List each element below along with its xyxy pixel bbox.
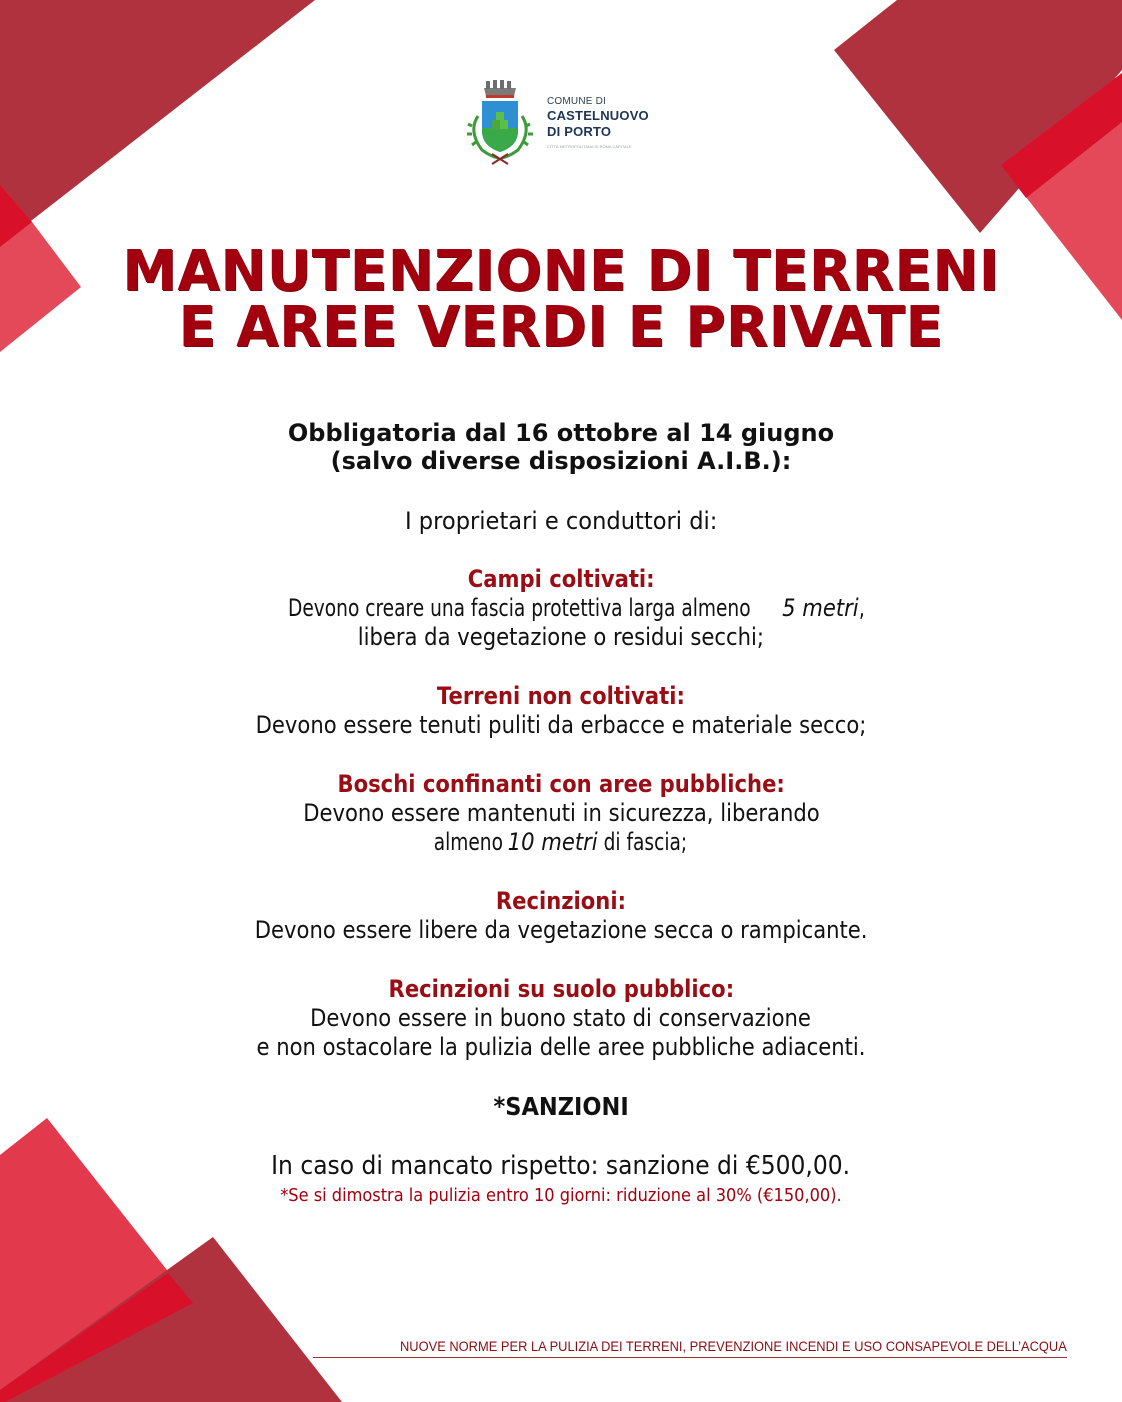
section-recinzioni: [0, 887, 1122, 945]
section-heading: Recinzioni:: [495, 887, 627, 915]
footer-divider: [313, 1357, 1067, 1358]
section-heading: Boschi confinanti con aree pubbliche:: [337, 770, 785, 798]
sanctions-note: [0, 1185, 1122, 1207]
logo-subtitle: CITTÀ METROPOLITANA DI ROMA CAPITALE: [547, 144, 632, 149]
municipality-logo: [460, 76, 670, 166]
section-body-line-1: Devono essere libere da vegetazione secca o rampicante.: [254, 916, 868, 944]
section-text: di fascia;: [603, 828, 688, 856]
section-text: almeno: [433, 828, 504, 856]
logo-line-di-porto: DI PORTO: [547, 124, 612, 139]
section-body-line-2: e non ostacolare la pulizia delle aree pubbliche adiacenti.: [256, 1033, 866, 1061]
logo-line-comune: COMUNE DI: [547, 96, 607, 107]
section-heading: Campi coltivati:: [467, 565, 655, 593]
section-body-line-1: Devono essere in buono stato di conservazione: [310, 1004, 812, 1032]
section-text: ,: [859, 594, 866, 622]
sanctions-fine-text: In caso di mancato rispetto: sanzione di €500,00.: [271, 1151, 851, 1181]
title-line-1: MANUTENZIONE DI TERRENI: [122, 239, 1000, 304]
section-terreni-non-coltivati: [0, 682, 1122, 740]
section-boschi: [0, 770, 1122, 857]
section-emphasis: 10 metri: [507, 828, 598, 856]
section-body-line-2: [429, 828, 693, 857]
intro-period: [0, 419, 1122, 475]
page-title: [0, 239, 1122, 360]
lead-text: [0, 507, 1122, 535]
sanctions-heading: [0, 1092, 1122, 1122]
section-body-line-1: [257, 594, 866, 623]
logo-line-castelnuovo: CASTELNUOVO: [547, 108, 649, 123]
footer-text: NUOVE NORME PER LA PULIZIA DEI TERRENI, PREVENZIONE INCENDI E USO CONSAPEVOLE DELL’ACQUA: [400, 1338, 1067, 1354]
intro-line-1: Obbligatoria dal 16 ottobre al 14 giugno: [287, 419, 835, 447]
section-heading: Recinzioni su suolo pubblico:: [388, 975, 734, 1003]
section-heading: Terreni non coltivati:: [436, 682, 686, 710]
section-body-line-2: libera da vegetazione o residui secchi;: [357, 623, 765, 651]
footer: [313, 1337, 1067, 1359]
section-campi-coltivati: [0, 565, 1122, 652]
lead-line: I proprietari e conduttori di:: [404, 507, 718, 535]
section-emphasis: 5 metri: [782, 594, 859, 622]
logo-text: [547, 96, 677, 150]
coat-of-arms-icon: [460, 76, 540, 166]
section-recinzioni-suolo-pubblico: [0, 975, 1122, 1062]
section-body-line-1: Devono essere tenuti puliti da erbacce e materiale secco;: [255, 711, 867, 739]
intro-line-2: (salvo diverse disposizioni A.I.B.):: [330, 447, 792, 475]
title-line-2: E AREE VERDI E PRIVATE: [178, 295, 944, 360]
sanctions-note-text: *Se si dimostra la pulizia entro 10 giorni: riduzione al 30% (€150,00).: [280, 1185, 842, 1206]
sanctions-heading-text: *SANZIONI: [493, 1092, 629, 1121]
section-text: Devono creare una fascia protettiva larga almeno: [288, 594, 751, 622]
decor-shape-top-left-dark: [0, 0, 315, 245]
section-body-line-1: Devono essere mantenuti in sicurezza, liberando: [302, 799, 820, 827]
sanctions-fine: [0, 1151, 1122, 1181]
